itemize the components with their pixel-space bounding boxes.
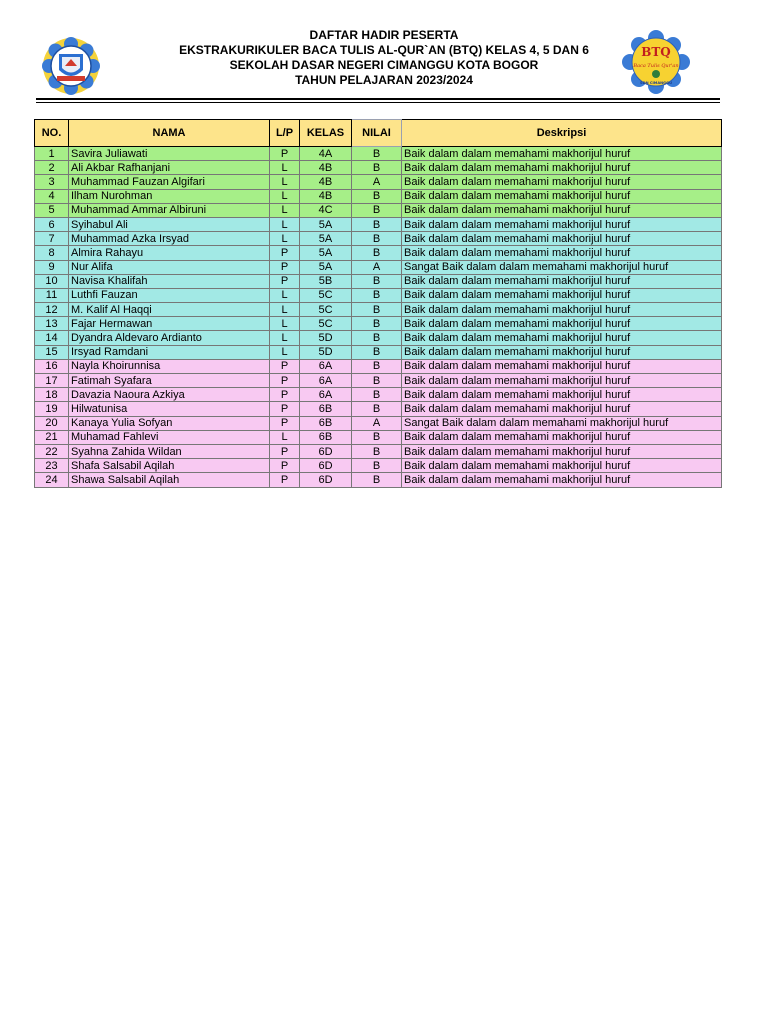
table-row: [35, 317, 722, 331]
cell-nilai: B: [352, 402, 402, 416]
cell-deskripsi: Baik dalam dalam memahami makhorijul huruf: [402, 359, 722, 373]
document-header: [0, 28, 768, 88]
table-row: [35, 288, 722, 302]
cell-kelas: 5A: [300, 260, 352, 274]
cell-nama: Luthfi Fauzan: [69, 288, 270, 302]
cell-lp: L: [270, 430, 300, 444]
cell-deskripsi: Baik dalam dalam memahami makhorijul huruf: [402, 246, 722, 260]
table-row: [35, 232, 722, 246]
cell-nilai: B: [352, 317, 402, 331]
table-row: [35, 203, 722, 217]
cell-nama: Hilwatunisa: [69, 402, 270, 416]
cell-no: 7: [35, 232, 69, 246]
cell-nama: M. Kalif Al Haqqi: [69, 303, 270, 317]
table-row: [35, 359, 722, 373]
table-row: [35, 430, 722, 444]
cell-nilai: A: [352, 175, 402, 189]
cell-deskripsi: Baik dalam dalam memahami makhorijul huruf: [402, 303, 722, 317]
cell-deskripsi: Baik dalam dalam memahami makhorijul huruf: [402, 345, 722, 359]
cell-nama: Nur Alifa: [69, 260, 270, 274]
cell-nama: Ali Akbar Rafhanjani: [69, 161, 270, 175]
cell-kelas: 6A: [300, 388, 352, 402]
header-no: NO.: [35, 120, 69, 147]
table-row: [35, 189, 722, 203]
table-row: [35, 473, 722, 487]
cell-kelas: 6B: [300, 402, 352, 416]
cell-no: 19: [35, 402, 69, 416]
cell-nama: Savira Juliawati: [69, 147, 270, 161]
cell-lp: P: [270, 402, 300, 416]
cell-nama: Nayla Khoirunnisa: [69, 359, 270, 373]
attendance-table: [34, 119, 722, 488]
cell-no: 24: [35, 473, 69, 487]
cell-nilai: B: [352, 374, 402, 388]
cell-deskripsi: Sangat Baik dalam dalam memahami makhorijul huruf: [402, 416, 722, 430]
cell-nama: Muhammad Azka Irsyad: [69, 232, 270, 246]
svg-text:SDN CIMANGGU: SDN CIMANGGU: [640, 81, 672, 85]
header-divider-thin: [36, 102, 720, 103]
cell-nama: Irsyad Ramdani: [69, 345, 270, 359]
table-row: [35, 444, 722, 458]
cell-lp: P: [270, 374, 300, 388]
cell-no: 2: [35, 161, 69, 175]
cell-kelas: 6D: [300, 473, 352, 487]
cell-deskripsi: Baik dalam dalam memahami makhorijul huruf: [402, 274, 722, 288]
cell-nilai: B: [352, 345, 402, 359]
table-row: [35, 161, 722, 175]
cell-nama: Muhammad Ammar Albiruni: [69, 203, 270, 217]
cell-deskripsi: Baik dalam dalam memahami makhorijul huruf: [402, 402, 722, 416]
table-header-row: [35, 120, 722, 147]
table-row: [35, 345, 722, 359]
cell-kelas: 5A: [300, 217, 352, 231]
cell-no: 6: [35, 217, 69, 231]
cell-no: 8: [35, 246, 69, 260]
cell-nama: Shafa Salsabil Aqilah: [69, 459, 270, 473]
cell-kelas: 5C: [300, 303, 352, 317]
cell-deskripsi: Baik dalam dalam memahami makhorijul huruf: [402, 331, 722, 345]
svg-text:Baca Tulis Qur'an: Baca Tulis Qur'an: [633, 63, 679, 69]
table-row: [35, 274, 722, 288]
cell-deskripsi: Baik dalam dalam memahami makhorijul huruf: [402, 473, 722, 487]
cell-nilai: B: [352, 189, 402, 203]
cell-deskripsi: Baik dalam dalam memahami makhorijul huruf: [402, 175, 722, 189]
cell-kelas: 5A: [300, 246, 352, 260]
cell-no: 4: [35, 189, 69, 203]
table-row: [35, 416, 722, 430]
cell-kelas: 5A: [300, 232, 352, 246]
cell-nama: Ilham Nurohman: [69, 189, 270, 203]
header-title: DAFTAR HADIR PESERTA: [309, 28, 459, 42]
header-lp: L/P: [270, 120, 300, 147]
cell-no: 16: [35, 359, 69, 373]
cell-nilai: B: [352, 203, 402, 217]
cell-nilai: B: [352, 303, 402, 317]
table-row: [35, 303, 722, 317]
cell-nama: Dyandra Aldevaro Ardianto: [69, 331, 270, 345]
header-divider-thick: [36, 98, 720, 100]
cell-lp: P: [270, 388, 300, 402]
cell-deskripsi: Baik dalam dalam memahami makhorijul huruf: [402, 203, 722, 217]
cell-nilai: B: [352, 217, 402, 231]
cell-kelas: 4B: [300, 189, 352, 203]
cell-deskripsi: Baik dalam dalam memahami makhorijul huruf: [402, 374, 722, 388]
cell-lp: P: [270, 459, 300, 473]
table-row: [35, 147, 722, 161]
cell-lp: L: [270, 331, 300, 345]
cell-kelas: 5D: [300, 345, 352, 359]
cell-deskripsi: Baik dalam dalam memahami makhorijul huruf: [402, 147, 722, 161]
cell-nama: Syahna Zahida Wildan: [69, 444, 270, 458]
cell-nama: Muhammad Fauzan Algifari: [69, 175, 270, 189]
cell-deskripsi: Baik dalam dalam memahami makhorijul huruf: [402, 430, 722, 444]
cell-no: 10: [35, 274, 69, 288]
cell-no: 11: [35, 288, 69, 302]
cell-nilai: B: [352, 444, 402, 458]
cell-lp: P: [270, 416, 300, 430]
cell-nilai: B: [352, 331, 402, 345]
cell-no: 20: [35, 416, 69, 430]
cell-deskripsi: Baik dalam dalam memahami makhorijul huruf: [402, 317, 722, 331]
cell-kelas: 4B: [300, 161, 352, 175]
cell-nama: Almira Rahayu: [69, 246, 270, 260]
cell-deskripsi: Sangat Baik dalam dalam memahami makhorijul huruf: [402, 260, 722, 274]
cell-lp: L: [270, 232, 300, 246]
cell-nilai: B: [352, 232, 402, 246]
cell-deskripsi: Baik dalam dalam memahami makhorijul huruf: [402, 388, 722, 402]
cell-deskripsi: Baik dalam dalam memahami makhorijul huruf: [402, 189, 722, 203]
cell-no: 23: [35, 459, 69, 473]
cell-kelas: 4C: [300, 203, 352, 217]
cell-lp: P: [270, 274, 300, 288]
table-row: [35, 374, 722, 388]
cell-kelas: 6D: [300, 444, 352, 458]
cell-nilai: B: [352, 459, 402, 473]
header-program: EKSTRAKURIKULER BACA TULIS AL-QUR`AN (BTQ) KELAS 4, 5 DAN 6: [179, 43, 589, 57]
cell-lp: L: [270, 303, 300, 317]
cell-nilai: B: [352, 246, 402, 260]
cell-kelas: 4B: [300, 175, 352, 189]
cell-no: 5: [35, 203, 69, 217]
cell-deskripsi: Baik dalam dalam memahami makhorijul huruf: [402, 217, 722, 231]
cell-kelas: 6D: [300, 459, 352, 473]
cell-lp: P: [270, 444, 300, 458]
cell-lp: L: [270, 189, 300, 203]
header-year: TAHUN PELAJARAN 2023/2024: [295, 73, 473, 87]
header-school: SEKOLAH DASAR NEGERI CIMANGGU KOTA BOGOR: [229, 58, 539, 72]
cell-nilai: B: [352, 430, 402, 444]
cell-deskripsi: Baik dalam dalam memahami makhorijul huruf: [402, 232, 722, 246]
cell-no: 18: [35, 388, 69, 402]
header-nilai: NILAI: [352, 120, 402, 147]
cell-nilai: B: [352, 388, 402, 402]
cell-kelas: 6A: [300, 359, 352, 373]
cell-nama: Davazia Naoura Azkiya: [69, 388, 270, 402]
cell-deskripsi: Baik dalam dalam memahami makhorijul huruf: [402, 161, 722, 175]
cell-kelas: 5B: [300, 274, 352, 288]
cell-kelas: 5C: [300, 288, 352, 302]
cell-kelas: 4A: [300, 147, 352, 161]
cell-lp: L: [270, 161, 300, 175]
header-deskripsi: Deskripsi: [402, 120, 722, 147]
cell-no: 13: [35, 317, 69, 331]
cell-nilai: B: [352, 161, 402, 175]
cell-kelas: 6A: [300, 374, 352, 388]
cell-no: 12: [35, 303, 69, 317]
cell-nama: Fajar Hermawan: [69, 317, 270, 331]
cell-no: 22: [35, 444, 69, 458]
cell-nama: Fatimah Syafara: [69, 374, 270, 388]
cell-nilai: B: [352, 359, 402, 373]
cell-lp: P: [270, 147, 300, 161]
cell-nilai: B: [352, 288, 402, 302]
cell-deskripsi: Baik dalam dalam memahami makhorijul huruf: [402, 288, 722, 302]
cell-no: 15: [35, 345, 69, 359]
cell-kelas: 6B: [300, 430, 352, 444]
cell-lp: L: [270, 175, 300, 189]
header-kelas: KELAS: [300, 120, 352, 147]
table-row: [35, 331, 722, 345]
svg-text:BTQ: BTQ: [641, 45, 671, 59]
cell-kelas: 5D: [300, 331, 352, 345]
cell-no: 17: [35, 374, 69, 388]
cell-nilai: A: [352, 416, 402, 430]
cell-lp: P: [270, 260, 300, 274]
cell-nama: Muhamad Fahlevi: [69, 430, 270, 444]
table-row: [35, 217, 722, 231]
cell-lp: L: [270, 317, 300, 331]
cell-lp: L: [270, 288, 300, 302]
cell-no: 21: [35, 430, 69, 444]
cell-no: 14: [35, 331, 69, 345]
cell-nilai: B: [352, 473, 402, 487]
table-row: [35, 260, 722, 274]
table-row: [35, 402, 722, 416]
table-row: [35, 175, 722, 189]
cell-no: 1: [35, 147, 69, 161]
header-nama: NAMA: [69, 120, 270, 147]
cell-no: 3: [35, 175, 69, 189]
cell-nilai: A: [352, 260, 402, 274]
cell-lp: P: [270, 473, 300, 487]
cell-nilai: B: [352, 274, 402, 288]
cell-nama: Navisa Khalifah: [69, 274, 270, 288]
cell-lp: L: [270, 345, 300, 359]
table-row: [35, 459, 722, 473]
cell-deskripsi: Baik dalam dalam memahami makhorijul huruf: [402, 444, 722, 458]
table-row: [35, 388, 722, 402]
cell-nama: Kanaya Yulia Sofyan: [69, 416, 270, 430]
cell-nilai: B: [352, 147, 402, 161]
cell-lp: L: [270, 217, 300, 231]
cell-nama: Syihabul Ali: [69, 217, 270, 231]
cell-lp: P: [270, 246, 300, 260]
cell-lp: L: [270, 203, 300, 217]
cell-lp: P: [270, 359, 300, 373]
cell-no: 9: [35, 260, 69, 274]
cell-kelas: 5C: [300, 317, 352, 331]
cell-deskripsi: Baik dalam dalam memahami makhorijul huruf: [402, 459, 722, 473]
cell-kelas: 6B: [300, 416, 352, 430]
table-row: [35, 246, 722, 260]
cell-nama: Shawa Salsabil Aqilah: [69, 473, 270, 487]
